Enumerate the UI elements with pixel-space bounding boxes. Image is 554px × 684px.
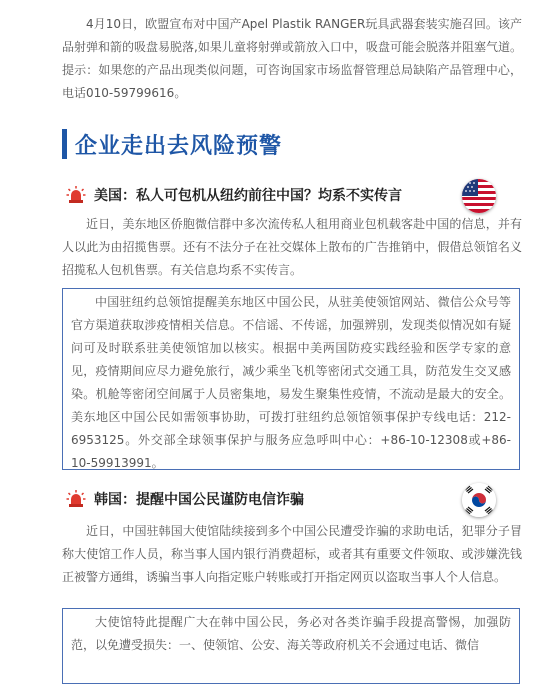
item-title-kr: 韩国：提醒中国公民谨防电信诈骗	[94, 492, 304, 508]
notice-box-kr: 大使馆特此提醒广大在韩中国公民，务必对各类诈骗手段提高警惕，加强防范，以免遭受损失：一、使领馆、公安、海关等政府机关不会通过电话、微信	[62, 608, 520, 684]
section-accent-bar	[62, 129, 67, 159]
korea-flag-icon	[462, 483, 496, 517]
item-body-kr: 近日，中国驻韩国大使馆陆续接到多个中国公民遭受诈骗的求助电话，犯罪分子冒称大使馆工作人员，称当事人国内银行消费超标，或者其有重要文件领取、或涉嫌洗钱正被警方通缉，诱骗当事人向指定账户转账或打开指定网页以盗取当事人个人信息。	[62, 524, 522, 584]
section-header	[62, 125, 282, 163]
section-title: 企业走出去风险预警	[75, 133, 283, 159]
alarm-icon	[66, 185, 86, 205]
item-header-kr	[66, 485, 304, 513]
us-flag-icon	[462, 179, 496, 213]
item-body-us: 近日，美东地区侨胞微信群中多次流传私人租用商业包机载客赴中国的信息，并有人以此为由招揽售票。还有不法分子在社交媒体上散布的广告推销中，假借总领馆名义招揽私人包机售票。有关信息均系不实传言。	[62, 217, 522, 277]
item-title-us: 美国：私人可包机从纽约前往中国？均系不实传言	[94, 188, 402, 204]
notice-box-us: 中国驻纽约总领馆提醒美东地区中国公民，从驻美使领馆网站、微信公众号等官方渠道获取涉疫情相关信息。不信谣、不传谣，加强辨别，发现类似情况如有疑问可及时联系驻美使领馆加以核实。根据中美两国防疫实践经验和医学专家的意见，疫情期间应尽力避免旅行，减少乘坐飞机等密闭式交通工具，防范发生交叉感染。机舱等密闭空间属于人员密集地，易发生聚集性疫情，不流动是最大的安全。美东地区中国公民如需领事协助，可拨打驻纽约总领馆领事保护专线电话：212-6953125。外交部全球领事保护与服务应急呼叫中心：+86-10-12308或+86-10-59913991。	[62, 288, 520, 470]
intro-paragraph: 4月10日，欧盟宣布对中国产Apel Plastik RANGER玩具武器套装实施召回。该产品射弹和箭的吸盘易脱落,如果儿童将射弹或箭放入口中，吸盘可能会脱落并阻塞气道。提示：如果您的产品出现类似问题，可咨询国家市场监督管理总局缺陷产品管理中心，电话010-59799616。	[62, 17, 522, 100]
item-header-us	[66, 181, 402, 209]
alarm-icon	[66, 489, 86, 509]
